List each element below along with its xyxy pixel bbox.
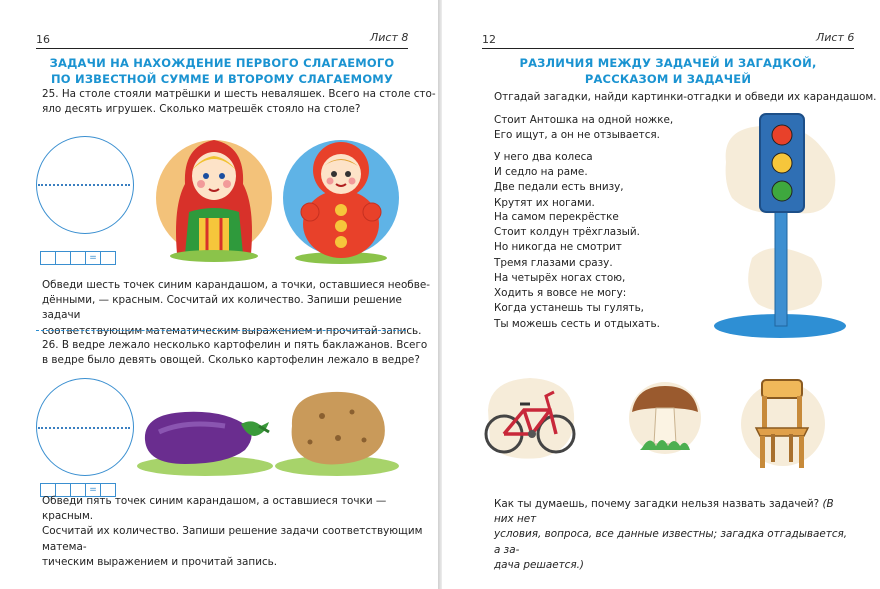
matryoshka-doll-picture — [155, 126, 273, 266]
answer-boxes: = — [40, 251, 115, 265]
sheet-label: Лист 6 — [816, 31, 855, 44]
riddles-intro: Отгадай загадки, найди картинки-отгадки и обведи их карандашом. — [494, 91, 877, 103]
dot-row — [38, 184, 130, 186]
header-rule — [482, 48, 854, 49]
roly-poly-toy-picture — [282, 126, 400, 266]
page-number: 12 — [482, 33, 496, 46]
riddle-bicycle: У него два колеса И седло на раме. Две педали есть внизу, Крутят их ногами. — [494, 151, 624, 209]
page-number: 16 — [36, 33, 50, 46]
riddle-chair: На четырёх ногах стою, Ходить я вовсе не могу: Когда устанешь ты гулять, Ты можешь сесть и отдыхать. — [494, 272, 660, 330]
page-title: ЗАДАЧИ НА НАХОЖДЕНИЕ ПЕРВОГО СЛАГАЕМОГО ПО ИЗВЕСТНОЙ СУММЕ И ВТОРОМУ СЛАГАЕМОМУ — [49, 56, 395, 86]
header-rule — [36, 48, 408, 49]
instruction-25-text: Обведи шесть точек синим карандашом, а точки, оставшиеся необве- дёнными, — красным. Сосчитай их количество. Запиши решение задачи соответствующим математическим выражением и прочитай запись. — [42, 279, 430, 337]
mushroom-picture — [628, 378, 702, 460]
left-page — [0, 0, 438, 589]
riddle-mushroom: Стоит Антошка на одной ножке, Его ищут, а он не отзывается. — [494, 114, 674, 142]
task-25-text: 25. На столе стояли матрёшки и шесть неваляшек. Всего на столе сто- яло десять игрушек. Сколько матрешёк стояло на столе? — [42, 88, 436, 116]
right-page — [442, 0, 880, 589]
bicycle-picture — [480, 370, 580, 470]
potato-picture — [272, 382, 402, 478]
answer-boxes: = — [40, 483, 115, 497]
task-26-text: 26. В ведре лежало несколько картофелин и пять баклажанов. Всего в ведре было девять овощей. Сколько картофелин лежало в ведре? — [42, 339, 428, 367]
instruction-26-text: Обведи пять точек синим карандашом, а оставшиеся точки — красным. Сосчитай их количество. Запиши решение задачи соответствующим матема- тическим выражением и прочитай запись. — [42, 495, 423, 568]
page-title: РАЗЛИЧИЯ МЕЖДУ ЗАДАЧЕЙ И ЗАГАДКОЙ, РАССКАЗОМ И ЗАДАЧЕЙ — [519, 56, 817, 86]
eggplant-picture — [135, 392, 275, 478]
question-text: Как ты думаешь, почему загадки нельзя назвать задачей? (В них нет условия, вопроса, все данные известны; загадка отгадывается, а за- дача решается.) — [494, 498, 848, 571]
traffic-light-picture — [712, 108, 852, 344]
section-divider — [36, 330, 406, 331]
dot-row — [38, 427, 130, 429]
sheet-label: Лист 8 — [370, 31, 409, 44]
riddle-traffic-light: На самом перекрёстке Стоит колдун трёхглазый. Но никогда не смотрит Тремя глазами сразу. — [494, 211, 640, 269]
chair-picture — [738, 370, 828, 474]
